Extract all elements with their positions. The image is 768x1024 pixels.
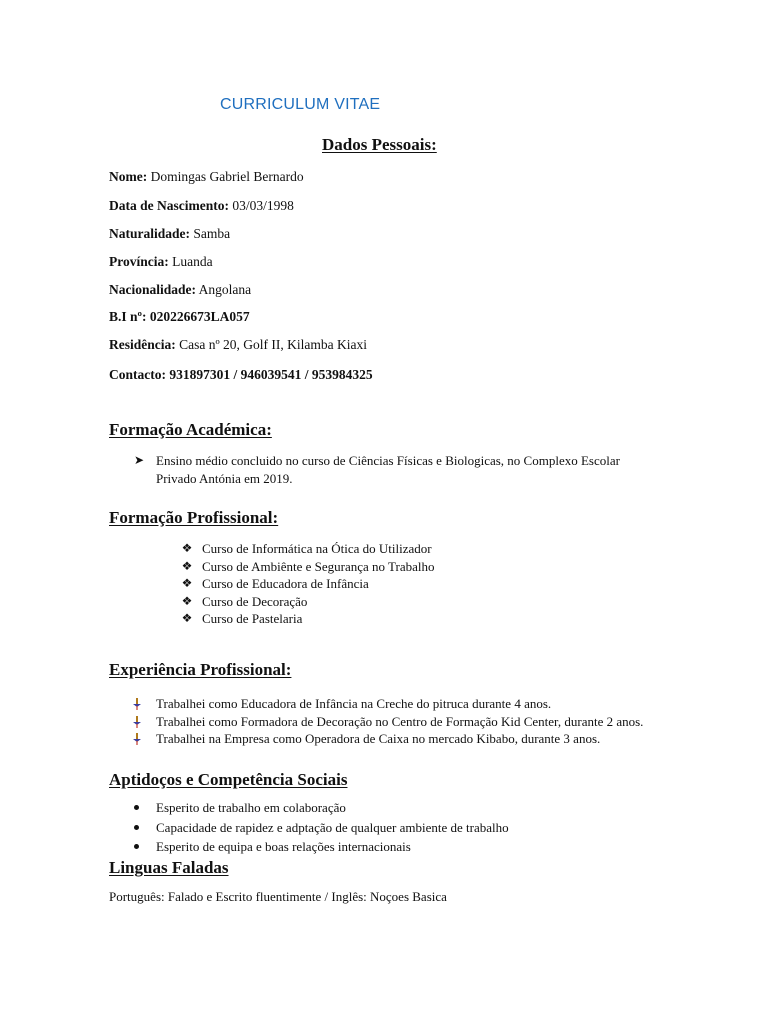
field-id-number — [109, 309, 250, 325]
list-item — [181, 593, 435, 611]
list-item-text: Esperito de trabalho em colaboração — [156, 800, 346, 815]
dot-bullet-icon — [134, 844, 139, 849]
list-item-text: Trabalhei na Empresa como Operadora de Caixa no mercado Kibabo, durante 3 anos. — [156, 731, 601, 746]
list-item — [133, 452, 626, 487]
field-value: Angolana — [196, 282, 252, 297]
field-name — [109, 169, 304, 185]
pushpin-bullet-icon — [132, 698, 142, 710]
professional-training-list — [181, 540, 435, 628]
field-label: Naturalidade: — [109, 226, 190, 241]
experience-list — [156, 695, 666, 748]
field-label: B.I nº: — [109, 309, 147, 324]
field-nationality — [109, 282, 251, 298]
field-birth-date — [109, 198, 294, 214]
list-item — [181, 558, 435, 576]
field-label: Nacionalidade: — [109, 282, 197, 297]
personal-data-heading: Dados Pessoais: — [322, 135, 437, 154]
list-item — [156, 713, 666, 731]
field-value: 03/03/1998 — [228, 198, 294, 213]
field-label: Província: — [109, 254, 169, 269]
academic-heading: Formação Académica: — [109, 420, 272, 439]
list-item — [181, 575, 435, 593]
list-item-text: Trabalhei como Formadora de Decoração no Centro de Formação Kid Center, durante 2 anos. — [156, 713, 644, 729]
skills-list — [156, 799, 509, 856]
field-value: Casa nº 20, Golf II, Kilamba Kiaxi — [175, 337, 368, 352]
list-item-text: Esperito de equipa e boas relações internacionais — [156, 839, 411, 854]
field-contact — [109, 367, 373, 383]
list-item — [156, 695, 666, 713]
field-label: Nome: — [109, 169, 148, 184]
list-item-text: Curso de Pastelaria — [202, 611, 303, 626]
field-value: Samba — [190, 226, 231, 241]
pushpin-bullet-icon — [132, 716, 142, 728]
list-item-text: Ensino médio concluido no curso de Ciências Físicas e Biologicas, no Complexo Escolar Privado Antónia em 2019. — [156, 453, 620, 486]
list-item-text: Curso de Decoração — [202, 593, 308, 609]
diamond-bullet-icon: ❖ — [181, 558, 193, 573]
diamond-bullet-icon: ❖ — [181, 611, 193, 625]
list-item-text: Curso de Informática na Ótica do Utilizador — [202, 541, 432, 556]
professional-training-heading: Formação Profissional: — [109, 508, 279, 527]
languages-text: Português: Falado e Escrito fluentimente / Inglês: Noçoes Basica — [109, 889, 447, 904]
field-residence — [109, 337, 367, 353]
academic-list — [133, 452, 626, 487]
field-value: 931897301 / 946039541 / 953984325 — [166, 367, 373, 382]
field-label: Data de Nascimento: — [109, 198, 229, 213]
field-label: Contacto: — [109, 367, 166, 382]
list-item — [156, 799, 509, 817]
list-item — [156, 730, 666, 748]
dot-bullet-icon — [134, 805, 139, 810]
field-birthplace — [109, 226, 230, 242]
languages-heading: Linguas Faladas — [109, 858, 229, 877]
list-item — [181, 540, 435, 558]
diamond-bullet-icon: ❖ — [181, 576, 193, 590]
field-value: 020226673LA057 — [146, 309, 250, 324]
pushpin-bullet-icon — [132, 733, 142, 745]
arrow-bullet-icon: ➤ — [133, 453, 145, 467]
field-label: Residência: — [109, 337, 176, 352]
document-title: CURRICULUM VITAE — [220, 96, 381, 113]
list-item-text: Curso de Ambiênte e Segurança no Trabalho — [202, 558, 435, 574]
skills-heading: Aptidoços e Competência Sociais — [109, 770, 348, 789]
list-item-text: Trabalhei como Educadora de Infância na Creche do pitruca durante 4 anos. — [156, 696, 552, 711]
dot-bullet-icon — [134, 825, 139, 830]
list-item — [156, 838, 509, 856]
list-item-text: Capacidade de rapidez e adptação de qualquer ambiente de trabalho — [156, 819, 509, 835]
diamond-bullet-icon: ❖ — [181, 541, 193, 555]
list-item-text: Curso de Educadora de Infância — [202, 576, 369, 591]
diamond-bullet-icon: ❖ — [181, 593, 193, 608]
experience-heading: Experiência Profissional: — [109, 660, 292, 679]
field-province — [109, 254, 213, 270]
list-item — [181, 610, 435, 628]
field-value: Domingas Gabriel Bernardo — [147, 169, 304, 184]
list-item — [156, 819, 509, 837]
field-value: Luanda — [168, 254, 213, 269]
